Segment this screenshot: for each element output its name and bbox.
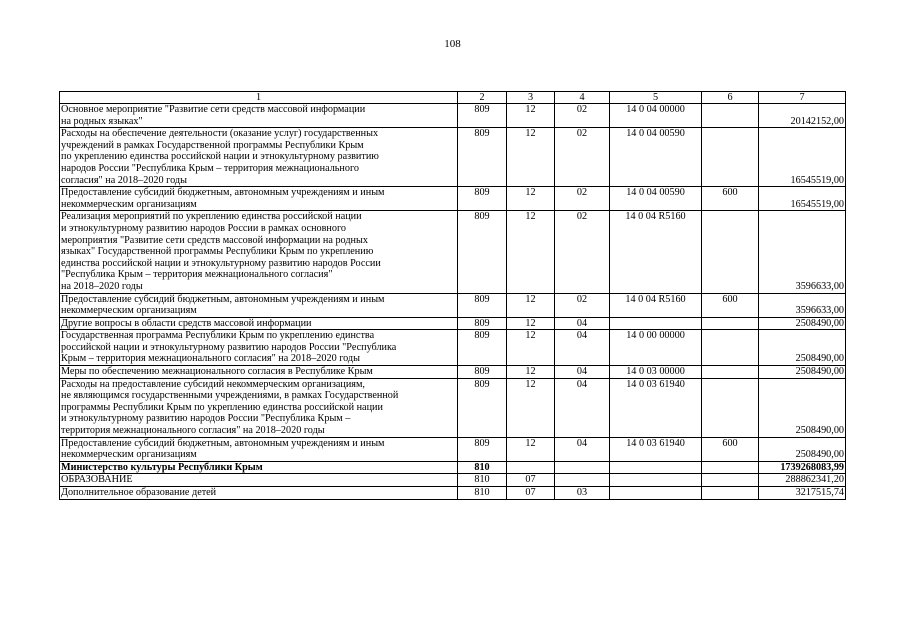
cell-expense-type: [702, 474, 759, 487]
header-cell: 3: [507, 92, 555, 104]
cell-subsection: 04: [555, 366, 610, 379]
cell-section: 12: [507, 378, 555, 437]
cell-section: 12: [507, 437, 555, 461]
cell-expense-type: 600: [702, 293, 759, 317]
table-row: [60, 487, 846, 500]
cell-subsection: 04: [555, 330, 610, 366]
cell-subsection: 04: [555, 378, 610, 437]
cell-amount: 2508490,00: [759, 317, 846, 330]
cell-ministry: 809: [458, 293, 507, 317]
cell-amount: 2508490,00: [759, 378, 846, 437]
cell-target-article: 14 0 04 R5160: [610, 293, 702, 317]
cell-expense-type: [702, 317, 759, 330]
cell-expense-type: [702, 461, 759, 474]
cell-target-article: 14 0 04 00590: [610, 187, 702, 211]
cell-expense-type: [702, 366, 759, 379]
cell-name: Меры по обеспечению межнационального согласия в Республике Крым: [60, 366, 458, 379]
cell-expense-type: [702, 487, 759, 500]
cell-ministry: 809: [458, 366, 507, 379]
cell-target-article: [610, 487, 702, 500]
cell-subsection: 04: [555, 437, 610, 461]
cell-amount: 288862341,20: [759, 474, 846, 487]
cell-amount: 2508490,00: [759, 437, 846, 461]
table-row: [60, 128, 846, 187]
header-cell: 2: [458, 92, 507, 104]
cell-subsection: 02: [555, 128, 610, 187]
cell-ministry: 809: [458, 330, 507, 366]
cell-amount: 1739268083,99: [759, 461, 846, 474]
cell-name: Дополнительное образование детей: [60, 487, 458, 500]
table-row: [60, 211, 846, 293]
cell-target-article: 14 0 04 00000: [610, 104, 702, 128]
cell-target-article: 14 0 00 00000: [610, 330, 702, 366]
cell-subsection: 03: [555, 487, 610, 500]
header-cell: 1: [60, 92, 458, 104]
cell-section: 12: [507, 211, 555, 293]
cell-target-article: 14 0 04 00590: [610, 128, 702, 187]
cell-subsection: 02: [555, 104, 610, 128]
table-row: [60, 366, 846, 379]
cell-amount: 3596633,00: [759, 211, 846, 293]
cell-subsection: 04: [555, 317, 610, 330]
cell-target-article: [610, 461, 702, 474]
header-cell: 6: [702, 92, 759, 104]
cell-section: 07: [507, 487, 555, 500]
cell-ministry: 809: [458, 378, 507, 437]
cell-amount: 16545519,00: [759, 187, 846, 211]
cell-section: 12: [507, 128, 555, 187]
table-row: [60, 461, 846, 474]
cell-subsection: 02: [555, 211, 610, 293]
cell-name: Расходы на предоставление субсидий некоммерческим организациям, не являющимся государственными учреждениями, в рамках Государственной программы Республики Крым по укреплению единства российской нации и этнокультурному развитию народов России "Республика Крым – территория межнационального согласия" на 2018–2020 годы: [60, 378, 458, 437]
cell-expense-type: [702, 211, 759, 293]
cell-ministry: 809: [458, 317, 507, 330]
cell-target-article: 14 0 03 00000: [610, 366, 702, 379]
cell-section: 12: [507, 187, 555, 211]
table-row: [60, 317, 846, 330]
cell-ministry: 810: [458, 487, 507, 500]
cell-ministry: 809: [458, 104, 507, 128]
cell-amount: 2508490,00: [759, 366, 846, 379]
cell-name: Предоставление субсидий бюджетным, автономным учреждениям и иным некоммерческим организациям: [60, 187, 458, 211]
cell-ministry: 809: [458, 128, 507, 187]
cell-target-article: 14 0 04 R5160: [610, 211, 702, 293]
cell-ministry: 809: [458, 437, 507, 461]
cell-subsection: [555, 461, 610, 474]
table-row: [60, 293, 846, 317]
cell-section: 07: [507, 474, 555, 487]
budget-table: [59, 91, 846, 500]
cell-section: 12: [507, 317, 555, 330]
table-row: [60, 187, 846, 211]
cell-target-article: [610, 317, 702, 330]
table-row: [60, 474, 846, 487]
cell-ministry: 809: [458, 211, 507, 293]
table-row: [60, 378, 846, 437]
cell-subsection: 02: [555, 293, 610, 317]
cell-expense-type: 600: [702, 187, 759, 211]
cell-amount: 20142152,00: [759, 104, 846, 128]
table-row: [60, 104, 846, 128]
cell-target-article: [610, 474, 702, 487]
cell-expense-type: [702, 104, 759, 128]
cell-section: 12: [507, 293, 555, 317]
cell-expense-type: 600: [702, 437, 759, 461]
cell-section: [507, 461, 555, 474]
header-cell: 5: [610, 92, 702, 104]
cell-ministry: 810: [458, 461, 507, 474]
cell-target-article: 14 0 03 61940: [610, 437, 702, 461]
cell-amount: 3596633,00: [759, 293, 846, 317]
cell-name: ОБРАЗОВАНИЕ: [60, 474, 458, 487]
cell-section: 12: [507, 330, 555, 366]
cell-amount: 3217515,74: [759, 487, 846, 500]
cell-amount: 16545519,00: [759, 128, 846, 187]
cell-ministry: 809: [458, 187, 507, 211]
table-row: [60, 437, 846, 461]
header-cell: 4: [555, 92, 610, 104]
cell-name: Расходы на обеспечение деятельности (оказание услуг) государственных учреждений в рамках Государственной программы Республики Крым по укреплению единства российской нации и этнокультурному развитию народов России "Республика Крым – территория межнационального согласия" на 2018–2020 годы: [60, 128, 458, 187]
cell-name: Министерство культуры Республики Крым: [60, 461, 458, 474]
cell-name: Другие вопросы в области средств массовой информации: [60, 317, 458, 330]
cell-section: 12: [507, 366, 555, 379]
header-cell: 7: [759, 92, 846, 104]
cell-name: Основное мероприятие "Развитие сети средств массовой информации на родных языках": [60, 104, 458, 128]
table-row: [60, 330, 846, 366]
cell-expense-type: [702, 330, 759, 366]
cell-ministry: 810: [458, 474, 507, 487]
cell-subsection: [555, 474, 610, 487]
cell-target-article: 14 0 03 61940: [610, 378, 702, 437]
cell-section: 12: [507, 104, 555, 128]
cell-expense-type: [702, 128, 759, 187]
cell-subsection: 02: [555, 187, 610, 211]
cell-expense-type: [702, 378, 759, 437]
page-number: 108: [444, 38, 461, 50]
cell-name: Предоставление субсидий бюджетным, автономным учреждениям и иным некоммерческим организациям: [60, 437, 458, 461]
header-row: [60, 92, 846, 104]
cell-amount: 2508490,00: [759, 330, 846, 366]
cell-name: Предоставление субсидий бюджетным, автономным учреждениям и иным некоммерческим организациям: [60, 293, 458, 317]
cell-name: Государственная программа Республики Крым по укреплению единства российской нации и этнокультурному развитию народов России "Республика Крым – территория межнационального согласия" на 2018–2020 годы: [60, 330, 458, 366]
cell-name: Реализация мероприятий по укреплению единства российской нации и этнокультурному развитию народов России в рамках основного мероприятия "Развитие сети средств массовой информации на родных языках" Государственной программы Республики Крым по укреплению единства российской нации и этнокультурному развитию народов России "Республика Крым – территория межнационального согласия" на 2018–2020 годы: [60, 211, 458, 293]
